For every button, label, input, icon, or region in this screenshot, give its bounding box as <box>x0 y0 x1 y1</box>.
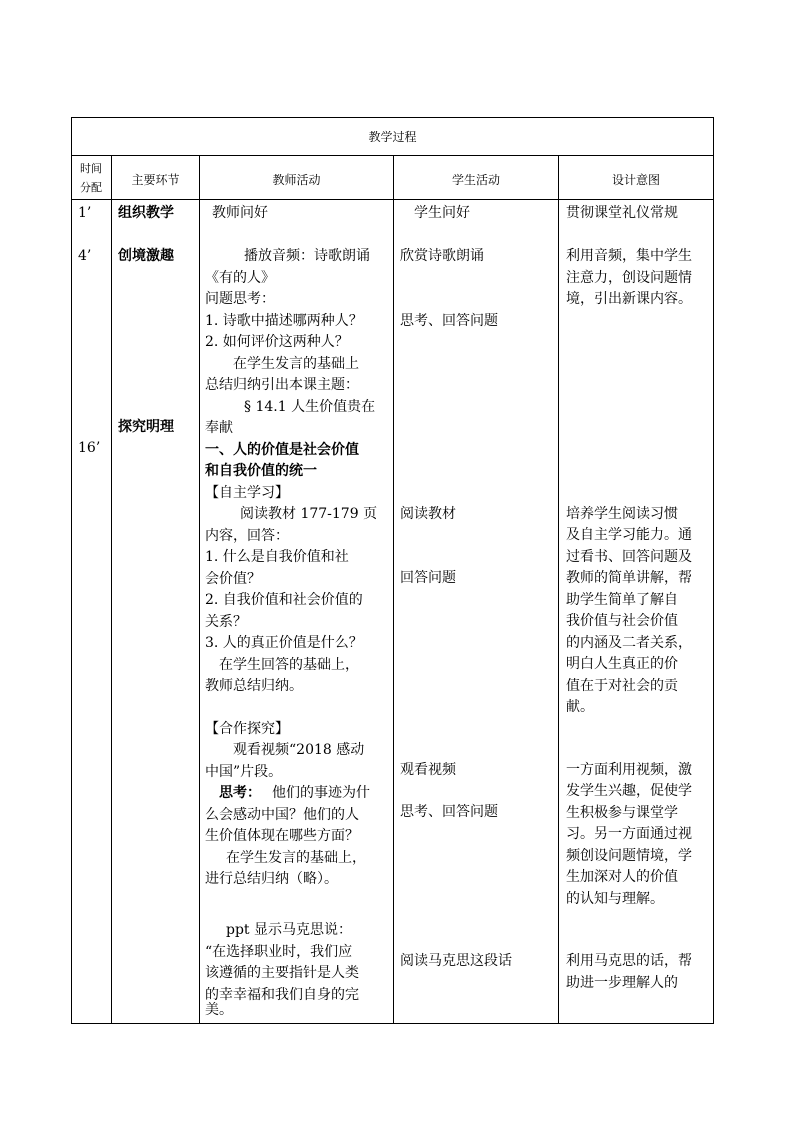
teacher-line: 内容，回答： <box>205 528 289 544</box>
teacher-line: 奉献 <box>205 420 233 436</box>
teacher-line: § 14.1 人生价值贵在 <box>244 399 376 415</box>
column-divider-4 <box>558 155 559 1024</box>
intent-line: 注意力，创设问题情 <box>566 270 692 286</box>
teacher-line: 1. 诗歌中描述哪两种人？ <box>205 313 363 329</box>
intent-line: 我价值与社会价值 <box>566 613 678 629</box>
header-teacher: 教师活动 <box>272 173 321 187</box>
student-line: 观看视频 <box>400 762 456 778</box>
intent-line: 习。另一方面通过视 <box>566 826 692 842</box>
teacher-line: 在学生发言的基础上， <box>226 850 366 866</box>
teacher-line: 播放音频：诗歌朗诵 <box>244 248 370 264</box>
teacher-section-heading: 一、人的价值是社会价值 <box>205 442 359 458</box>
stage-label: 探究明理 <box>118 419 174 435</box>
intent-line: 的认知与理解。 <box>566 891 664 907</box>
teacher-line: 关系？ <box>205 614 247 630</box>
header-stage: 主要环节 <box>131 173 180 187</box>
intent-line: 培养学生阅读习惯 <box>566 506 678 522</box>
teacher-line: 教师总结归纳。 <box>205 678 303 694</box>
intent-line: 教师的简单讲解，帮 <box>566 570 692 586</box>
intent-line: 值在于对社会的贡 <box>566 678 678 694</box>
intent-line: 一方面利用视频，激 <box>566 762 692 778</box>
intent-line: 助进一步理解人的 <box>566 975 678 991</box>
time-value: 16’ <box>78 440 101 456</box>
intent-line: 利用马克思的话，帮 <box>566 953 692 969</box>
header-time-line1: 时间 <box>80 162 102 175</box>
intent-line: 发学生兴趣，促使学 <box>566 783 692 799</box>
teacher-line: “在选择职业时，我们应 <box>205 944 353 960</box>
teacher-line: 观看视频“2018 感动 <box>233 742 365 758</box>
column-divider-2 <box>199 155 200 1024</box>
student-line: 欣赏诗歌朗诵 <box>400 248 484 264</box>
header-student: 学生活动 <box>451 173 500 187</box>
student-line: 阅读教材 <box>400 506 456 522</box>
intent-line: 境，引出新课内容。 <box>566 291 692 307</box>
table-border-top <box>71 117 714 118</box>
teacher-line: 1. 什么是自我价值和社 <box>205 549 349 565</box>
teacher-line: 他们的事迹为什 <box>272 785 370 801</box>
teacher-line: 美。 <box>205 1002 233 1018</box>
column-divider-1 <box>111 155 112 1024</box>
intent-line: 的内涵及二者关系， <box>566 635 692 651</box>
intent-line: 贯彻课堂礼仪常规 <box>566 205 678 221</box>
teacher-line: 中国”片段。 <box>205 764 283 780</box>
table-title: 教学过程 <box>368 130 417 144</box>
intent-line: 频创设问题情境，学 <box>566 848 692 864</box>
time-value: 4’ <box>78 248 92 264</box>
teacher-line: 【自主学习】 <box>205 485 289 501</box>
intent-line: 生加深对人的价值 <box>566 869 678 885</box>
header-time-line2: 分配 <box>80 181 102 194</box>
header-intent: 设计意图 <box>611 173 660 187</box>
intent-line: 明白人生真正的价 <box>566 656 678 672</box>
teacher-line: ppt 显示马克思说： <box>226 922 352 938</box>
teacher-think-label: 思考： <box>219 785 261 801</box>
teacher-line: 2. 如何评价这两种人？ <box>205 334 349 350</box>
teacher-line: 阅读教材 177-179 页 <box>240 506 378 522</box>
stage-label: 组织教学 <box>118 205 174 221</box>
student-line: 学生问好 <box>414 205 470 221</box>
intent-line: 助学生简单了解自 <box>566 592 678 608</box>
intent-line: 献。 <box>566 699 594 715</box>
teacher-line: 3. 人的真正价值是什么？ <box>205 635 363 651</box>
intent-line: 利用音频，集中学生 <box>566 248 692 264</box>
intent-line: 生积极参与课堂学 <box>566 805 678 821</box>
student-line: 思考、回答问题 <box>400 313 498 329</box>
teacher-line: 么会感动中国？他们的人 <box>205 807 359 823</box>
student-line: 思考、回答问题 <box>400 804 498 820</box>
column-divider-3 <box>393 155 394 1024</box>
time-value: 1’ <box>78 205 92 221</box>
teacher-line: 该遵循的主要指针是人类 <box>205 965 359 981</box>
teacher-line: 会价值？ <box>205 571 261 587</box>
teacher-line: 总结归纳引出本课主题： <box>205 377 359 393</box>
teacher-line: 进行总结归纳（略）。 <box>205 871 338 887</box>
intent-line: 过看书、回答问题及 <box>566 549 692 565</box>
teacher-line: 《有的人》 <box>205 270 275 286</box>
teacher-line: 问题思考： <box>205 291 275 307</box>
student-line: 回答问题 <box>400 570 456 586</box>
stage-label: 创境激趣 <box>118 248 174 264</box>
teacher-line: 在学生发言的基础上 <box>233 356 359 372</box>
teacher-line: 【合作探究】 <box>205 721 289 737</box>
table-border-right <box>713 117 714 1024</box>
teacher-section-heading: 和自我价值的统一 <box>205 463 317 479</box>
teacher-line: 2. 自我价值和社会价值的 <box>205 592 363 608</box>
teacher-line: 在学生回答的基础上， <box>219 657 359 673</box>
table-border-left <box>71 117 72 1024</box>
student-line: 阅读马克思这段话 <box>400 953 512 969</box>
teacher-line: 教师问好 <box>212 205 268 221</box>
teacher-line: 生价值体现在哪些方面？ <box>205 828 359 844</box>
teacher-line: 的幸幸福和我们自身的完 <box>205 987 359 1003</box>
intent-line: 及自主学习能力。通 <box>566 527 692 543</box>
